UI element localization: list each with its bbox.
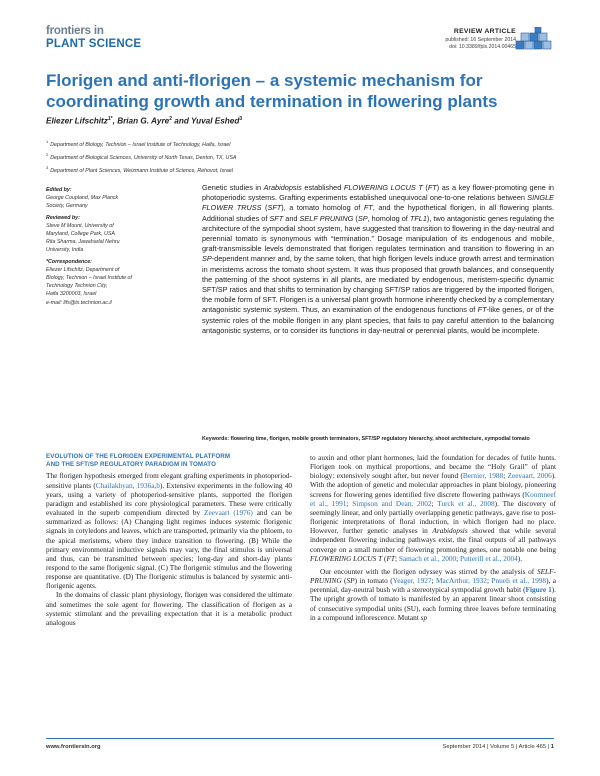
- journal-name-line2: PLANT SCIENCE: [46, 37, 142, 50]
- reviewer-line: Maryland, College Park, USA: [46, 231, 115, 238]
- citation-link[interactable]: Zeevaart (1976): [203, 508, 253, 518]
- doi: doi: 10.3389/fpls.2014.00465: [449, 44, 516, 51]
- citation-link[interactable]: MacArthur, 1932: [435, 576, 487, 586]
- author-name[interactable]: Yuval Eshed: [190, 116, 240, 126]
- citation-link[interactable]: Pnueli et al., 1998: [491, 576, 547, 586]
- author-name[interactable]: Brian G. Ayre: [117, 116, 170, 126]
- citation-link[interactable]: Zeevaart, 2006: [507, 471, 552, 481]
- author-name[interactable]: Eliezer Lifschitz: [46, 116, 108, 126]
- reviewer-line: Rita Sharma, Jawaharlal Nehru: [46, 239, 120, 246]
- author-list: Eliezer Lifschitz$^{1*}$, Brian G. Ayre$^2$ and Yuval Eshed$^3$: [46, 116, 243, 126]
- author-sup: 3: [239, 116, 243, 122]
- correspondence-email[interactable]: e-mail: lifs@tx.technion.ac.il: [46, 299, 112, 306]
- body-paragraph: Our encounter with the florigen odyssey was stirred by the analysis of SELF-PRUNING (SP) in tomato (Yeager, 1927; MacArthur, 1932; Pnueli et al., 1998), a perennial, day-neutral bush with a stereotypical sympodial growth habit (Figure 1). The upright growth of tomato is manifested by an apparent linear shoot consisting of consecutive sympodial units (SU), each forming three leaves before terminating in a compound inflorescence. Mutant sp: [310, 566, 556, 622]
- citation-link[interactable]: Bernier, 1988: [462, 471, 504, 481]
- citation-link[interactable]: Samach et al., 2000: [398, 553, 457, 563]
- section-heading: EVOLUTION OF THE FLORIGEN EXPERIMENTAL PLATFORM AND THE SFT/SP REGULATORY PARADIGM IN TOMATO: [46, 453, 231, 469]
- footer-url[interactable]: www.frontiersin.org: [46, 744, 101, 750]
- footer-meta: September 2014 | Volume 5 | Article 465 | 1: [442, 744, 554, 750]
- body-column-right: [310, 453, 556, 622]
- citation-link[interactable]: Chailakhyan, 1936a,b: [95, 480, 160, 490]
- affiliation: $^1$Department of Biology, Technion – Israel Institute of Technology, Haifa, Israel: [46, 139, 231, 148]
- correspondence-line: Eliezer Lifschitz, Department of: [46, 266, 120, 273]
- affiliation: $^3$Department of Plant Sciences, Weizmann Institute of Science, Rehovot, Israel: [46, 164, 233, 174]
- correspondence-line: Technology Technion City,: [46, 283, 108, 290]
- journal-logo: [46, 26, 141, 50]
- citation-link[interactable]: Yeager, 1927: [392, 576, 432, 586]
- citation-link[interactable]: Turck et al., 2008: [437, 498, 495, 508]
- article-type: REVIEW ARTICLE: [453, 28, 516, 35]
- body-paragraph: to auxin and other plant hormones, laid the foundation for decades of futile hunts. Florigen took on mythical proportions, and became the “Holy Grail” of plant biology: extensively sought after, but never found (Bernier, 1988; Zeevaart, 2006). With the adoption of genetic and molecular approaches in plant biology, pioneering screens for flowering genes identified five discrete flowering pathways (Koornneef et al., 1991; Simpson and Dean, 2002; Turck et al., 2008). The discovery of seemingly linear, and only partially overlapping genetic pathways, gave rise to post-florigenic interpretations of floral induction, in which florigen had no place. However, further genetic analyses in Arabidopsis showed that while several independent flowering inducing pathways exist, the final outputs of all pathways converge on a small number of flowering promoting genes, one notable one being FLOWERING LOCUS T (FT; Samach et al., 2000; Putterill et al., 2004).: [310, 453, 557, 563]
- journal-name-line1: frontiers in: [46, 25, 104, 37]
- author-sup: 2: [169, 116, 172, 122]
- figure-link[interactable]: Figure 1: [525, 585, 552, 595]
- published-date: published: 16 September 2014: [445, 37, 516, 44]
- correspondence-line: Haifa 3200003, Israel: [46, 291, 97, 298]
- body-column-left: [46, 453, 292, 627]
- body-paragraph: The florigen hypothesis emerged from elegant grafting experiments in photoperiod-sensitive plants (Chailakhyan, 1936a,b). Extensive experiments in the following 40 years, using a variety of photoperiod-sensitive plants, supported the florigen paradigm and established its core physiological parameters. These were critically evaluated in the superb compendium directed by Zeevaart (1976) and can be summarized as follows: (A) Changing light regimes induces systemic florigenic signals in cotyledons and leaves, which are transported, primarily via the phloem, to the apical meristems, where they induce transition to flowering. (B) While the primary environmental inductive signals may vary, the final stimulus is universal and thus, can be transmitted between species; long-day and short-day plants respond to the same florigenic signal. (C) The florigenic stimulus and the flowering response are quantitative. (D) The florigenic stimulus is balanced by systemic anti-florigenic agents.: [46, 471, 293, 591]
- article-title: Florigen and anti-florigen – a systemic mechanism for coordinating growth and termination in flowering plants: [46, 71, 498, 111]
- keywords-label: Keywords:: [202, 436, 230, 442]
- editor-line: George Coupland, Max Planck: [46, 195, 119, 202]
- citation-link[interactable]: Koornneef et al., 1991: [310, 489, 556, 508]
- affiliation-list: [46, 137, 236, 175]
- editor-line: Society, Germany: [46, 203, 88, 210]
- reviewed-by-label: Reviewed by:: [46, 214, 80, 221]
- citation-link[interactable]: Putterill et al., 2004: [460, 553, 518, 563]
- correspondence-label: *Correspondence:: [46, 258, 92, 265]
- article-meta: [445, 27, 516, 51]
- body-paragraph: In the domains of classic plant physiology, florigen was considered the ultimate and sometimes the sole agent for flowering. The classification of florigen as a systemic stimulant and the prevailing expectation that it is a metabolic product analogous: [46, 590, 292, 627]
- cubes-logo-icon: [514, 27, 554, 53]
- footer-divider: [46, 738, 554, 739]
- edited-by-label: Edited by:: [46, 187, 72, 193]
- keywords-text: flowering time, florigen, mobile growth terminators, SFT/SP regulatory hierarchy, shoot architecture, sympodial tomato: [230, 436, 530, 442]
- affiliation: $^2$Department of Biological Sciences, University of North Texas, Denton, TX, USA: [46, 151, 237, 161]
- correspondence-line: Biology, Technion – Israel Institute of: [46, 275, 132, 282]
- author-sup: 1*: [107, 116, 113, 122]
- abstract: Genetic studies in Arabidopsis established FLOWERING LOCUS T (FT) as a key flower-promoting gene in photoperiodic systems. Grafting experiments established unequivocal one-to-one relations between SINGLE FLOWER TRUSS (SFT), a tomato homolog of FT, and the hypothetical florigen, in all flowering plants. Additional studies of SFT and SELF PRUNING (SP, homolog of TFL1), two antagonistic genes regulating the architecture of the sympodial shoot system, have suggested that transition to flowering in the day-neutral and perennial tomato is synonymous with “termination.” Dosage manipulation of its endogenous and mobile, graft-transmissible levels demonstrated that florigen regulates termination and transition to flowering in an SP-dependent manner and, by the same token, that high florigen levels induce growth arrest and termination in meristems across the tomato shoot system. It was thus proposed that growth balances, and consequently the patterning of the shoot systems in all plants, are mediated by endogenous, meristem-specific dynamic SFT/SP ratios and that shifts to termination by changing SFT/SP ratios are triggered by the imported florigen, the mobile form of SFT. Florigen is a universal plant growth hormone inherently checked by a complementary antagonistic systemic system. Thus, an examination of the endogenous functions of FT-like genes, or of the systemic roles of the mobile florigen in any plant species, that fails to pay careful attention to the balancing antagonistic systems, or to consider its functions in day-neutral or perennial plants, would be incomplete.: [202, 183, 555, 335]
- reviewer-line: Steve M Mount, University of: [46, 222, 114, 229]
- editorial-sidebar: [46, 186, 176, 307]
- citation-link[interactable]: Simpson and Dean, 2002: [352, 498, 432, 508]
- keywords: [202, 436, 554, 444]
- reviewer-line: University, India: [46, 247, 84, 254]
- page-number: 1: [550, 744, 554, 750]
